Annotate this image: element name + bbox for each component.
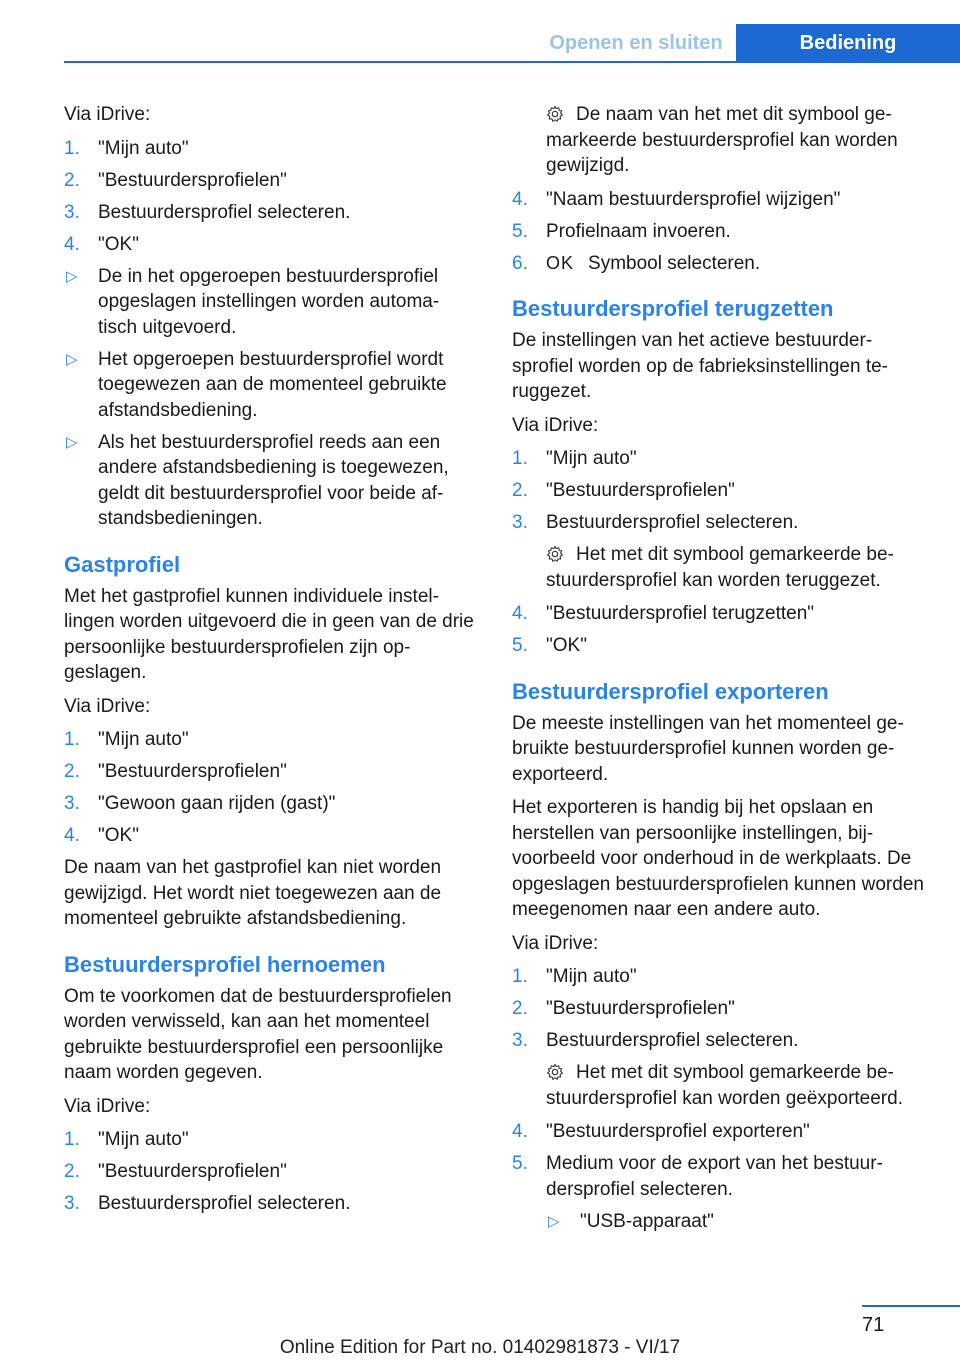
list-item: ▷ Het opgeroepen bestuurdersprofiel wordt toegewezen aan de momenteel gebruikte afstandsbediening. (66, 348, 447, 421)
list-item: ▷ "USB-apparaat" (546, 1209, 930, 1235)
list-item: 2. "Bestuurdersprofielen" (512, 480, 735, 501)
ok-symbol-icon: OK (546, 252, 575, 273)
list-item: 1. "Mijn auto" (64, 1129, 189, 1150)
footer-rule (862, 1305, 960, 1307)
paragraph: De instellingen van het actieve bestuurder-sprofiel worden op de fabrieksinstellingen te-ruggezet. (512, 330, 888, 402)
paragraph: De naam van het gastprofiel kan niet worden gewijzigd. Het wordt niet toegewezen aan de momenteel gebruikte afstandsbediening. (64, 857, 442, 929)
via-idrive-label: Via iDrive: (64, 104, 151, 125)
bullet-list (546, 1209, 930, 1235)
via-idrive-label: Via iDrive: (512, 932, 599, 954)
section-heading-exporteren: Bestuurdersprofiel exporteren (512, 678, 829, 704)
paragraph: Met het gastprofiel kunnen individuele instel-lingen worden uitgevoerd die in geen van de drie persoonlijke bestuurdersprofielen zijn op-geslagen. (64, 585, 474, 683)
section-heading-hernoemen: Bestuurdersprofiel hernoemen (64, 951, 386, 977)
step-list (512, 446, 930, 536)
right-column (512, 102, 930, 1241)
step-list (64, 1127, 476, 1217)
step-list (512, 187, 930, 277)
list-item: 4. "Bestuurdersprofiel exporteren" (512, 1121, 810, 1142)
header-rule (64, 61, 960, 63)
gear-icon (546, 105, 564, 123)
list-item: 5. "OK" (512, 635, 587, 656)
list-item: 2. "Bestuurdersprofielen" (64, 761, 287, 782)
chapter-tab[interactable]: Bediening (736, 24, 960, 62)
gear-icon (546, 1063, 564, 1081)
list-item: 3. Bestuurdersprofiel selecteren. (512, 512, 799, 533)
step-list (512, 1119, 930, 1202)
page-header (0, 0, 960, 62)
section-heading-terugzetten: Bestuurdersprofiel terugzetten (512, 296, 834, 321)
triangle-bullet-icon: ▷ (548, 1212, 560, 1230)
list-item: 3. Bestuurdersprofiel selecteren. (64, 1193, 351, 1214)
via-idrive-label: Via iDrive: (64, 1095, 151, 1117)
symbol-note: De naam van het met dit symbool ge-markeerde bestuurdersprofiel kan worden gewijzigd. (546, 104, 898, 176)
triangle-bullet-icon: ▷ (66, 267, 78, 285)
list-item: 5. Profielnaam invoeren. (512, 220, 731, 242)
list-item: 2. "Bestuurdersprofielen" (64, 1161, 287, 1182)
step-list (64, 727, 476, 849)
gear-icon (546, 545, 564, 563)
list-item: 1. "Mijn auto" (512, 966, 637, 987)
paragraph: De meeste instellingen van het momenteel ge-bruikte bestuurdersprofiel kunnen worden ge-exporteerd. (512, 712, 904, 785)
symbol-note: Het met dit symbool gemarkeerde be-stuurdersprofiel kan worden geëxporteerd. (546, 1062, 903, 1109)
list-item: 1. "Mijn auto" (64, 137, 189, 159)
step-list (64, 136, 476, 258)
via-idrive-label: Via iDrive: (512, 414, 599, 436)
via-idrive-label: Via iDrive: (64, 695, 151, 717)
list-item: 3. Bestuurdersprofiel selecteren. (64, 201, 351, 223)
list-item: 3. Bestuurdersprofiel selecteren. (512, 1030, 799, 1051)
list-item: 4. "Naam bestuurdersprofiel wijzigen" (512, 188, 841, 210)
paragraph: Om te voorkomen dat de bestuurdersprofielen worden verwisseld, kan aan het momenteel gebruikte bestuurdersprofiel een persoonlijke naam worden gegeven. (64, 985, 452, 1083)
list-item: ▷ Als het bestuurdersprofiel reeds aan een andere afstandsbediening is toegewezen, geldt dit bestuurdersprofiel voor beide af-standsbedieningen. (66, 431, 449, 529)
list-item: 4. "OK" (64, 825, 139, 846)
step-list (512, 964, 930, 1054)
list-item: 5. Medium voor de export van het bestuur-dersprofiel selecteren. (512, 1153, 883, 1200)
edition-footer: Online Edition for Part no. 01402981873 - VI/17 (279, 1337, 681, 1358)
list-item: 6. OK Symbool selecteren. (512, 252, 761, 274)
list-item: 4. "OK" (64, 233, 139, 255)
list-item: 4. "Bestuurdersprofiel terugzetten" (512, 603, 815, 624)
section-heading-gastprofiel: Gastprofiel (64, 551, 181, 577)
triangle-bullet-icon: ▷ (66, 433, 78, 451)
list-item: ▷ De in het opgeroepen bestuurdersprofiel opgeslagen instellingen worden automa-tisch uitgevoerd. (66, 265, 440, 338)
list-item: 3. "Gewoon gaan rijden (gast)" (64, 793, 336, 814)
left-column (64, 102, 476, 1223)
symbol-note: Het met dit symbool gemarkeerde be-stuurdersprofiel kan worden teruggezet. (546, 544, 894, 591)
section-tab[interactable]: Openen en sluiten (549, 32, 723, 54)
list-item: 2. "Bestuurdersprofielen" (64, 169, 287, 191)
paragraph: Het exporteren is handig bij het opslaan en herstellen van persoonlijke instellingen, bij-voorbeeld voor onderhoud in de werkplaats. De opgeslagen bestuurdersprofielen kunnen worden meegenomen naar een andere auto. (512, 797, 924, 920)
step-list (512, 601, 930, 659)
list-item: 1. "Mijn auto" (512, 448, 637, 469)
list-item: 1. "Mijn auto" (64, 729, 189, 750)
page-number: 71 (862, 1314, 885, 1336)
bullet-list (64, 264, 476, 532)
triangle-bullet-icon: ▷ (66, 350, 78, 368)
list-item: 2. "Bestuurdersprofielen" (512, 998, 735, 1019)
